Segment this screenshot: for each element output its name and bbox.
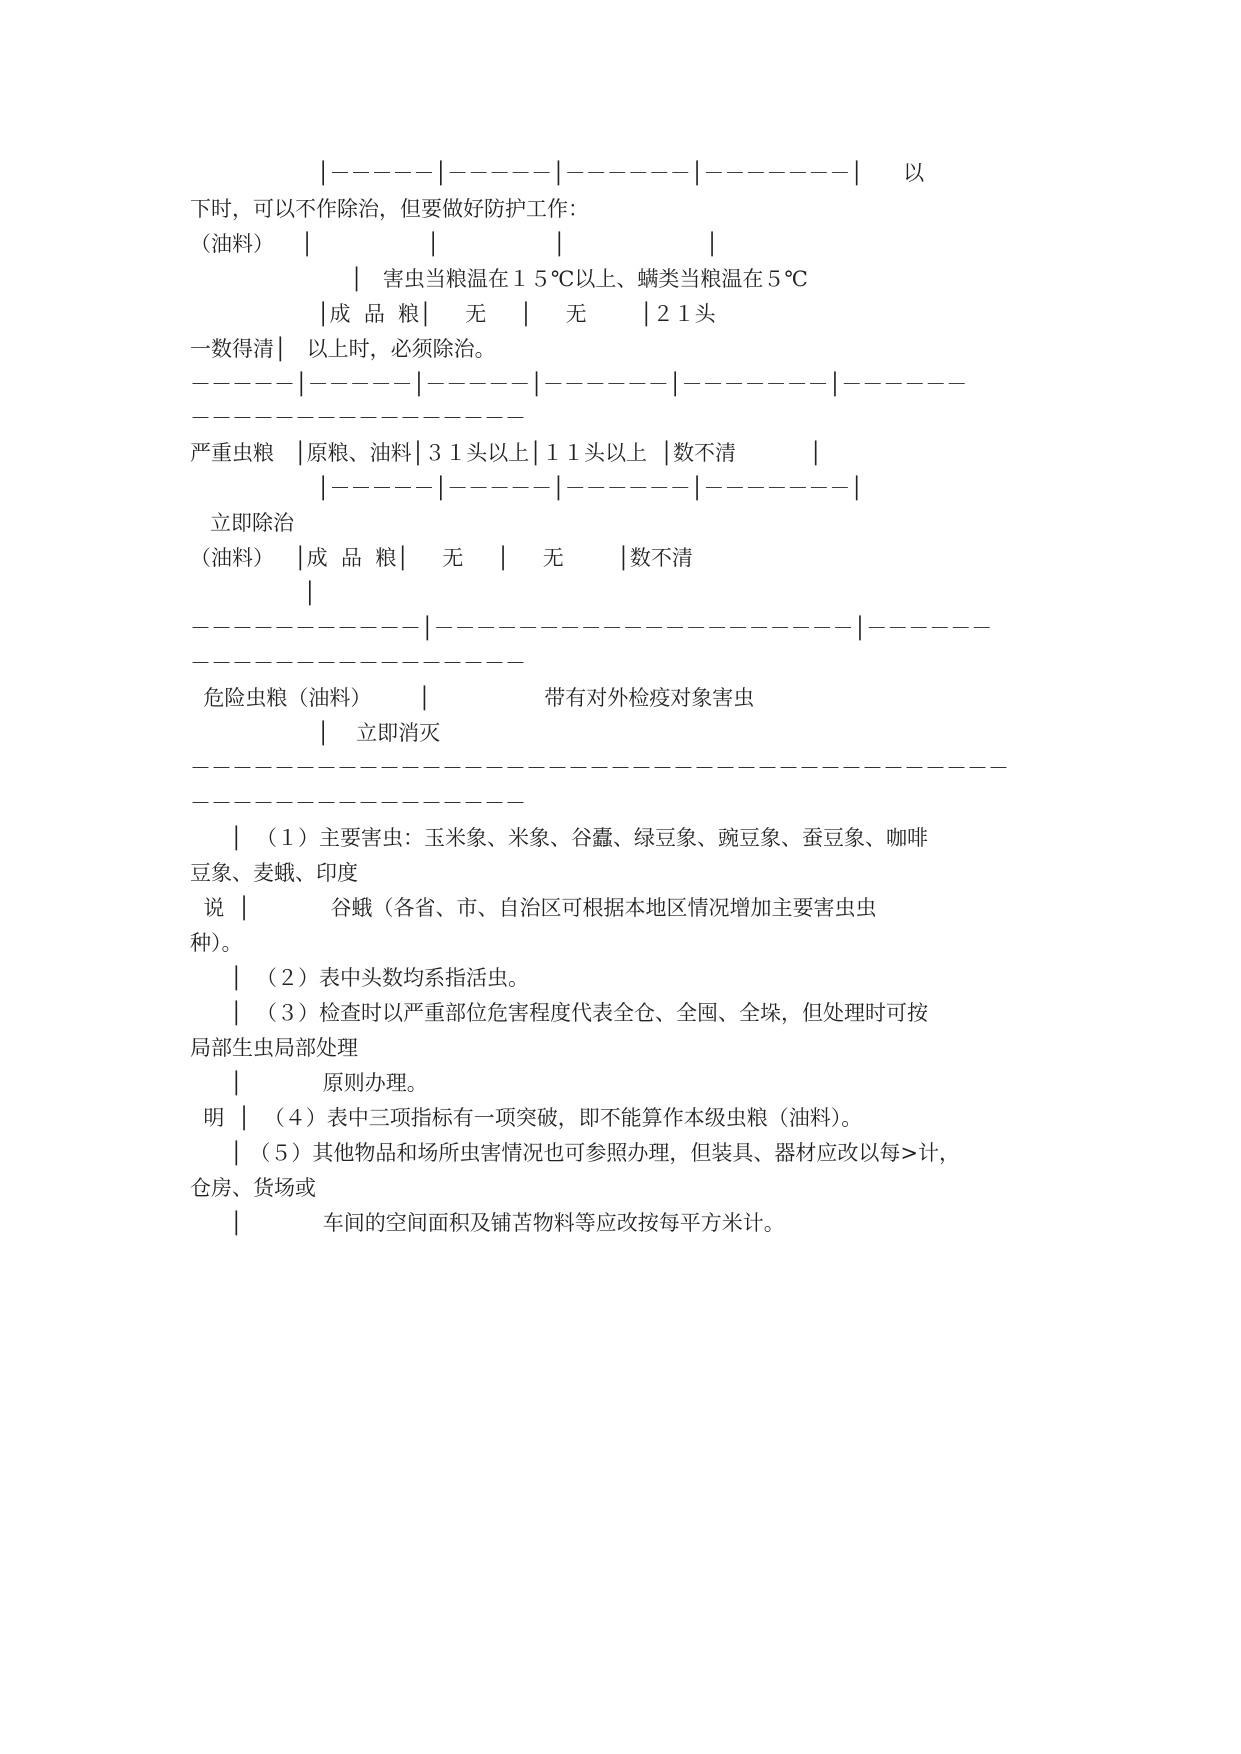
- note-line: │ （５）其他物品和场所虫害情况也可参照办理，但装具、器材应改以每>计，: [190, 1141, 960, 1165]
- separator-line: －－－－－－－－－－－－－－－－: [190, 406, 526, 430]
- note-line: 说 │ 谷蛾（各省、市、自治区可根据本地区情况增加主要害虫虫: [190, 896, 877, 920]
- note-line: 仓房、货场或: [190, 1176, 316, 1200]
- text-line: │－－－－－│－－－－－│－－－－－－│－－－－－－－│ 以: [190, 161, 925, 185]
- separator-line: │－－－－－│－－－－－│－－－－－－│－－－－－－－│: [190, 476, 864, 500]
- text-line: │: [190, 581, 317, 605]
- note-line: 种）。: [190, 931, 243, 955]
- note-line: 局部生虫局部处理: [190, 1036, 358, 1060]
- text-line: （油料） │ │ │ │: [190, 232, 719, 256]
- separator-line: －－－－－│－－－－－│－－－－－│－－－－－－│－－－－－－－│－－－－－－: [190, 372, 968, 396]
- note-line: │ （２）表中头数均系指活虫。: [190, 966, 530, 990]
- text-line: （油料） │成 品 粮│ 无 │ 无 │数不清: [190, 546, 693, 570]
- note-line: │ （３）检查时以严重部位危害程度代表全仓、全囤、全垛，但处理时可按: [190, 1001, 929, 1025]
- separator-line: －－－－－－－－－－－－－－－－: [190, 791, 526, 815]
- note-line: 豆象、麦蛾、印度: [190, 861, 358, 885]
- separator-line: －－－－－－－－－－－－－－－－: [190, 651, 526, 675]
- text-line: │ 立即消灭: [190, 721, 441, 745]
- text-line: │成 品 粮│ 无 │ 无 │２１头: [190, 302, 716, 326]
- note-line: │ 车间的空间面积及铺苫物料等应改按每平方米计。: [190, 1211, 785, 1235]
- note-line: │ 原则办理。: [190, 1071, 428, 1095]
- text-line: 一数得清│ 以上时，必须除治。: [190, 337, 496, 361]
- note-line: 明 │ （４）表中三项指标有一项突破，即不能算作本级虫粮（油料）。: [190, 1106, 863, 1130]
- note-line: │ （１）主要害虫：玉米象、米象、谷蠹、绿豆象、豌豆象、蚕豆象、咖啡: [190, 826, 929, 850]
- text-line: 危险虫粮（油料） │ 带有对外检疫对象害虫: [190, 686, 755, 710]
- text-line: │ 害虫当粮温在１５℃以上、螨类当粮温在５℃: [190, 267, 808, 291]
- text-line: 下时，可以不作除治，但要做好防护工作：: [190, 197, 589, 221]
- text-line: 严重虫粮 │原粮、油料│３１头以上│１１头以上 │数不清 │: [190, 441, 823, 465]
- text-line: 立即除治: [190, 511, 295, 535]
- separator-line: －－－－－－－－－－－│－－－－－－－－－－－－－－－－－－－－│－－－－－－: [190, 616, 993, 640]
- separator-line: －－－－－－－－－－－－－－－－－－－－－－－－－－－－－－－－－－－－－－－: [190, 756, 1009, 780]
